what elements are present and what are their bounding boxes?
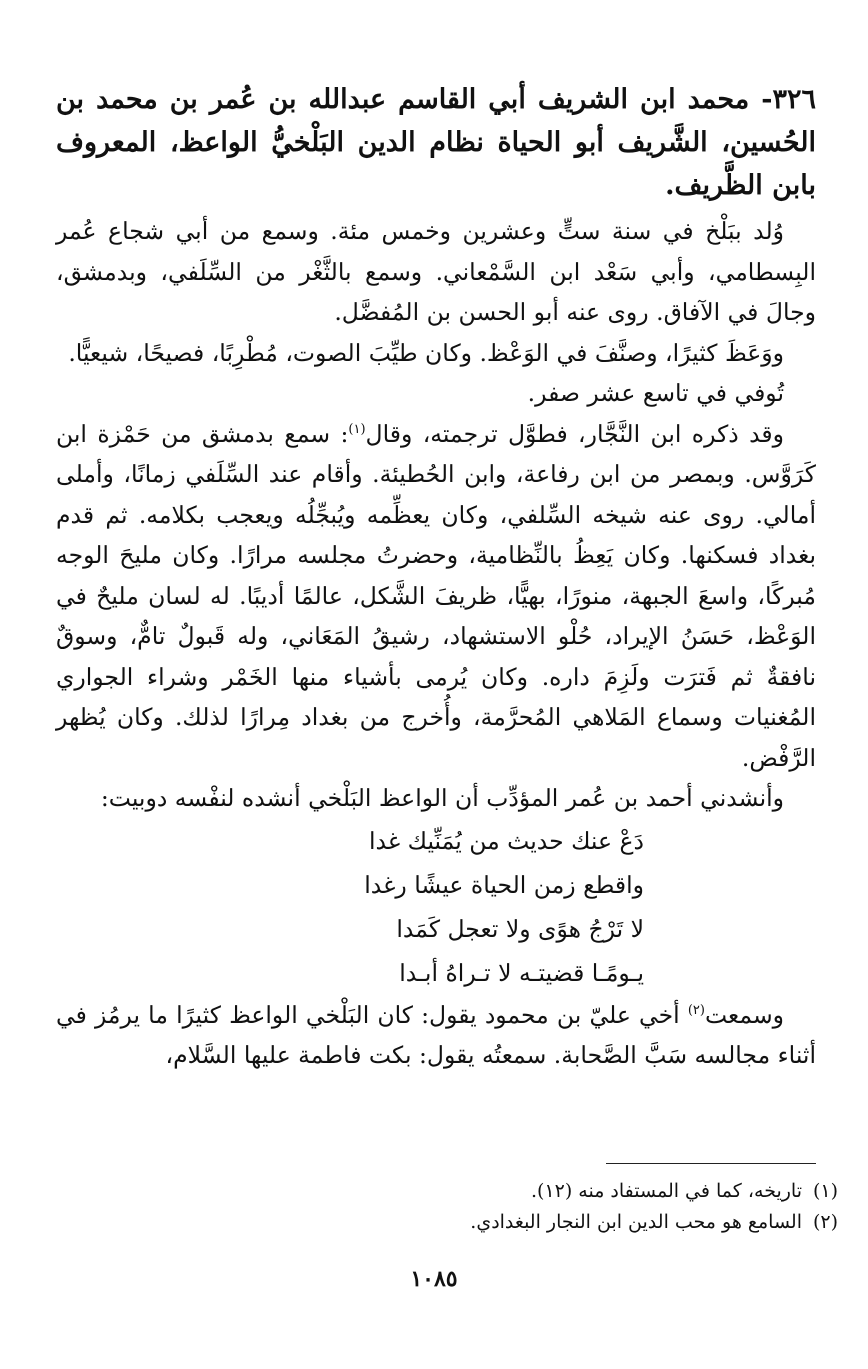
paragraph-closing — [56, 995, 816, 1076]
closing-text-rest: أخي عليّ بن محمود يقول: كان البَلْخي الواعظ كثيرًا ما يرمُز في أثناء مجالسه سَبَّ الصَّحابة. سمعتُه يقول: بكت فاطمة عليها السَّلام، — [56, 1000, 816, 1069]
najjar-text-rest: : سمع بدمشق من حَمْزة ابن كَرَوَّس. وبمصر من ابن رفاعة، وابن الحُطيئة. وأقام عند السِّلَفي زمانًا، وأملى أمالي. روى عنه شيخه السِّلفي، وكان يعظِّمه ويُبجِّلُه ويعجب بكلامه. ثم قدم بغداد فسكنها. وكان يَعِظُ بالنِّظامية، وحضرتُ مجلسه مرارًا. وكان مليحَ الوجه مُبركًا، واسعَ الجبهة، منورًا، بهيًّا، ظريفَ الشَّكل، عالمًا أديبًا. له لسان مليحٌ في الوَعْظ، حَسَنُ الإيراد، حُلْو الاستشهاد، رشيقُ المَعَاني، وله قَبولٌ تامٌّ، وسوقٌ نافقةٌ ثم فَترَت ولَزِمَ داره. وكان يُرمى بأشياء منها الخَمْر وشراء الجواري المُغنيات وسماع المَلاهي المُحرَّمة، وأُخرج من بغداد مِرارًا لذلك. وكان يُظهر الرَّفْض. — [56, 419, 817, 772]
footnote-item — [58, 1207, 838, 1238]
poem — [56, 819, 816, 995]
footnote-number: (٢) — [812, 1211, 838, 1233]
entry-heading: ٣٢٦- محمد ابن الشريف أبي القاسم عبدالله بن عُمر بن محمد بن الحُسين، الشَّريف أبو الحياة نظام الدين البَلْخيُّ الواعظ، المعروف بابن الظَّريف. — [56, 84, 816, 201]
paragraph-najjar — [56, 414, 816, 779]
paragraph-birth: وُلد ببَلْخ في سنة ستٍّ وعشرين وخمس مئة. وسمع من أبي شجاع عُمر البِسطامي، وأبي سَعْد ابن السَّمْعاني. وسمع بالثَّغْر من السِّلَفي، وبدمشق، وجالَ في الآفاق. روى عنه أبو الحسن بن المُفضَّل. — [56, 217, 816, 326]
footnote-number: (١) — [812, 1180, 838, 1202]
verse-line: لا تَرْجُ هوًى ولا تعجل كَمَدا — [396, 914, 644, 943]
paragraph-death: تُوفي في تاسع عشر صفر. — [527, 379, 784, 407]
verse-line: واقطع زمن الحياة عيشًا رغدا — [364, 870, 644, 899]
footnote-item — [58, 1176, 838, 1207]
verse-line: دَعْ عنك حديث من يُمَنِّيك غدا — [369, 826, 644, 855]
verse-line: يـومًـا قضيتـه لا تـراهُ أبـدا — [399, 958, 644, 987]
poem-intro: وأنشدني أحمد بن عُمر المؤدِّب أن الواعظ البَلْخي أنشده لنفْسه دوبيت: — [100, 784, 784, 812]
footnote-divider — [606, 1163, 816, 1164]
najjar-text-start: وقد ذكره ابن النَّجَّار، فطوَّل ترجمته، وقال — [365, 419, 785, 448]
footnote-ref-1: (١) — [348, 421, 366, 437]
main-text — [56, 78, 816, 1076]
footnote-text: السامع هو محب الدين ابن النجار البغدادي. — [470, 1211, 802, 1233]
paragraph-preaching: ووَعَظَ كثيرًا، وصنَّفَ في الوَعْظ. وكان طيِّبَ الصوت، مُطْرِبًا، فصيحًا، شيعيًّا. — [68, 338, 784, 367]
closing-text-start: وسمعت — [704, 1000, 784, 1029]
footnote-text: تاريخه، كما في المستفاد منه (١٢). — [530, 1180, 802, 1202]
page-number: ١٠٨٥ — [410, 1266, 458, 1292]
footnotes — [58, 1176, 838, 1238]
footnote-ref-2: (٢) — [687, 1002, 705, 1018]
